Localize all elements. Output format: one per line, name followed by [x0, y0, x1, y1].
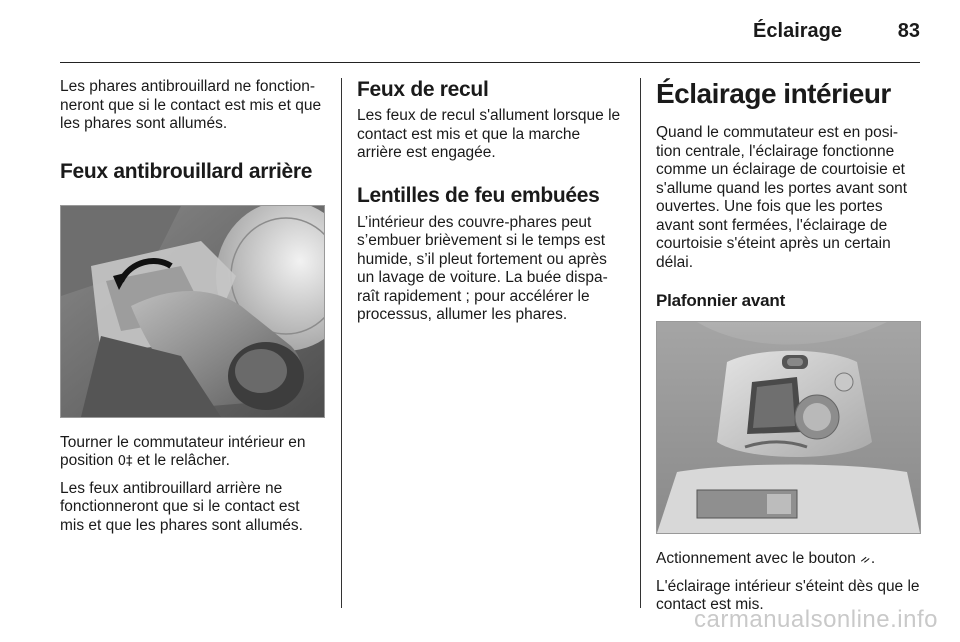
- fogged-lenses-body: L’intérieur des couvre-phares peut s’embuer brièvement si le temps est humide, s’il pleut fortement ou après un lavage de voiture. La buée dispa-raît rapidement ; pour accélérer le processus, allumer les phares.: [357, 213, 608, 323]
- front-dome-light-heading: Plafonnier avant: [656, 291, 786, 310]
- column-middle: [357, 78, 622, 325]
- rear-fog-switch-photo: [60, 205, 325, 418]
- fogged-lenses-heading: Lentilles de feu embuées: [357, 183, 600, 207]
- section-title: Éclairage: [753, 20, 842, 42]
- rear-fog-instruction: Tourner le commutateur intérieur en position 0‡ et le relâcher.: [60, 433, 306, 469]
- column-left: [60, 78, 325, 535]
- rear-fog-light-icon: 0‡: [117, 454, 133, 469]
- dome-lamp-icon: ᨀ: [860, 552, 871, 567]
- column-divider-1: [341, 78, 342, 608]
- dome-light-body: L'éclairage intérieur s'éteint dès que le contact est mis.: [656, 577, 920, 613]
- rear-fog-body: Les feux antibrouillard arrière ne fonctionneront que si le contact est mis et que les phares sont allumés.: [60, 479, 303, 534]
- column-right: [656, 78, 922, 615]
- interior-lighting-heading: Éclairage intérieur: [656, 78, 891, 109]
- column-divider-2: [640, 78, 641, 608]
- rear-fog-heading: Feux antibrouillard arrière: [60, 159, 313, 183]
- fog-intro-text: Les phares antibrouillard ne fonction-neront que si le contact est mis et que les phares sont allumés.: [60, 78, 322, 132]
- dome-light-photo: [656, 321, 921, 534]
- interior-lighting-body: Quand le commutateur est en posi-tion centrale, l'éclairage fonctionne comme un éclairage de courtoisie et s'allume quand les portes avant sont ouvertes. Une fois que les portes avant sont fermées, l'éclairage de courtoisie s'éteint après un certain délai.: [656, 124, 908, 271]
- reverse-lights-heading: Feux de recul: [357, 78, 489, 101]
- reverse-lights-body: Les feux de recul s'allument lorsque le contact est mis et que la marche arrière est engagée.: [357, 107, 621, 161]
- dome-light-caption: Actionnement avec le bouton ᨀ.: [656, 550, 876, 567]
- page-header: [60, 0, 920, 63]
- watermark: carmanualsonline.info: [694, 606, 938, 633]
- page-number: 83: [897, 20, 920, 42]
